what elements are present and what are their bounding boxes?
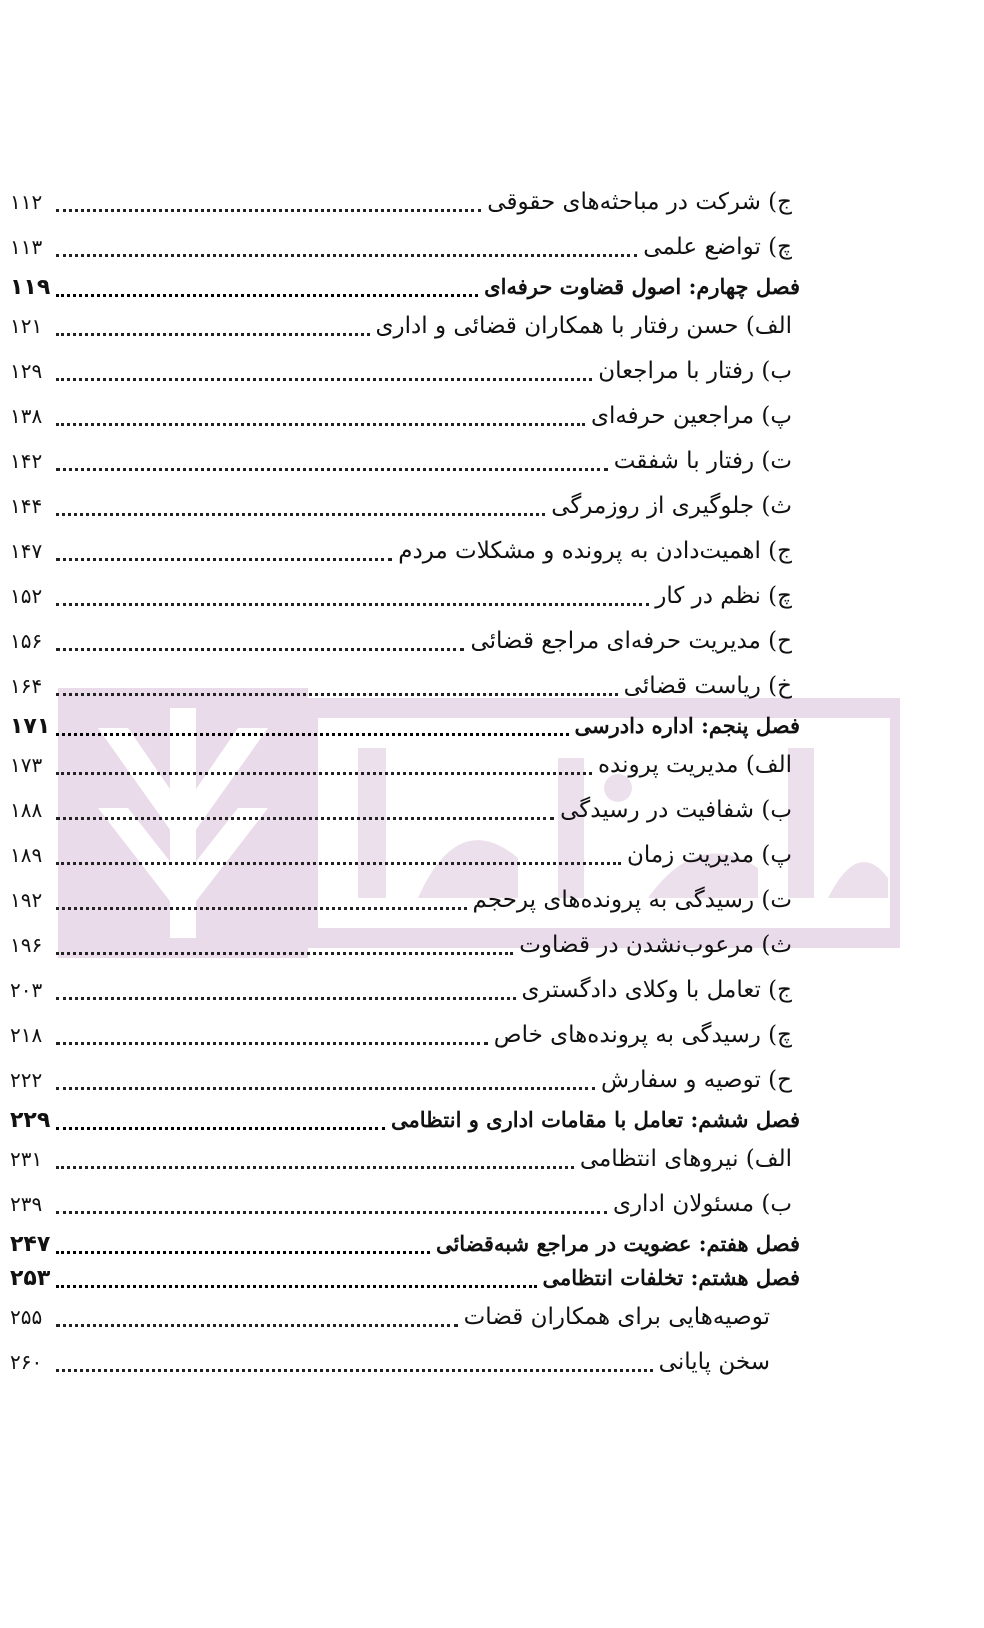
toc-entry-row bbox=[10, 878, 800, 923]
dot-leader bbox=[56, 1324, 458, 1327]
toc-chapter-row bbox=[10, 1103, 800, 1137]
entry-title: چ) نظم در کار bbox=[655, 583, 792, 609]
page-number: ۱۱۲ bbox=[10, 190, 43, 214]
dot-leader bbox=[56, 733, 568, 736]
toc-entry-row bbox=[10, 225, 800, 270]
dot-leader bbox=[56, 603, 649, 606]
dot-leader bbox=[56, 1127, 385, 1130]
toc-entry-row bbox=[10, 394, 800, 439]
page-number: ۱۵۲ bbox=[10, 584, 43, 608]
dot-leader bbox=[56, 333, 370, 336]
page-number: ۲۴۷ bbox=[10, 1232, 51, 1257]
toc-entry-row bbox=[10, 484, 800, 529]
entry-title: ج) تعامل با وکلای دادگستری bbox=[521, 977, 792, 1003]
toc-entry-row bbox=[10, 923, 800, 968]
toc-entry-row bbox=[10, 1340, 800, 1385]
entry-title: ت) رسیدگی به پرونده‌های پرحجم bbox=[472, 887, 792, 913]
toc-entry-row bbox=[10, 1137, 800, 1182]
toc-entry-row bbox=[10, 968, 800, 1013]
entry-title: ت) رفتار با شفقت bbox=[613, 448, 792, 474]
toc-entry-row bbox=[10, 574, 800, 619]
page-number: ۱۴۴ bbox=[10, 494, 43, 518]
page-number: ۱۴۷ bbox=[10, 539, 43, 563]
entry-title: پ) مدیریت زمان bbox=[626, 842, 792, 868]
dot-leader bbox=[56, 997, 516, 1000]
dot-leader bbox=[56, 558, 392, 561]
toc-chapter-row bbox=[10, 1261, 800, 1295]
dot-leader bbox=[56, 1042, 488, 1045]
page-number: ۲۵۳ bbox=[10, 1266, 51, 1291]
dot-leader bbox=[56, 378, 592, 381]
toc-entry-row bbox=[10, 304, 800, 349]
entry-title: ب) مسئولان اداری bbox=[612, 1191, 792, 1217]
chapter-title: فصل هشتم: تخلفات انتظامی bbox=[542, 1265, 800, 1290]
entry-title: الف) مدیریت پرونده bbox=[598, 752, 792, 778]
dot-leader bbox=[56, 772, 592, 775]
page-number: ۱۲۹ bbox=[10, 359, 43, 383]
toc-entry-row bbox=[10, 1182, 800, 1227]
page-number: ۱۶۴ bbox=[10, 674, 43, 698]
entry-title: ث) مرعوب‌نشدن در قضاوت bbox=[519, 932, 792, 958]
page-number: ۲۶۰ bbox=[10, 1350, 43, 1374]
page-number: ۱۹۲ bbox=[10, 888, 43, 912]
toc-entry-row bbox=[10, 743, 800, 788]
dot-leader bbox=[56, 294, 478, 297]
chapter-title: فصل پنجم: اداره دادرسی bbox=[574, 713, 800, 738]
page-number: ۲۱۸ bbox=[10, 1023, 43, 1047]
chapter-title: فصل هفتم: عضویت در مراجع شبه‌قضائی bbox=[435, 1231, 800, 1256]
entry-title: ح) توصیه و سفارش bbox=[600, 1067, 792, 1093]
page-number: ۱۲۱ bbox=[10, 314, 43, 338]
dot-leader bbox=[56, 952, 513, 955]
toc-chapter-row bbox=[10, 1227, 800, 1261]
dot-leader bbox=[56, 907, 467, 910]
toc-chapter-row bbox=[10, 270, 800, 304]
dot-leader bbox=[56, 513, 545, 516]
page-number: ۱۴۲ bbox=[10, 449, 43, 473]
page-number: ۱۸۹ bbox=[10, 843, 43, 867]
dot-leader bbox=[56, 254, 637, 257]
toc-entry-row bbox=[10, 349, 800, 394]
toc-entry-row bbox=[10, 180, 800, 225]
page-number: ۱۳۸ bbox=[10, 404, 43, 428]
entry-title: توصیه‌هایی برای همکاران قضات bbox=[463, 1304, 770, 1330]
page-number: ۱۷۳ bbox=[10, 753, 43, 777]
page-number: ۱۵۶ bbox=[10, 629, 43, 653]
page-number: ۲۳۹ bbox=[10, 1192, 43, 1216]
toc-entry-row bbox=[10, 1013, 800, 1058]
toc-entry-row bbox=[10, 619, 800, 664]
entry-title: ب) رفتار با مراجعان bbox=[598, 358, 792, 384]
page-number: ۲۳۱ bbox=[10, 1147, 43, 1171]
entry-title: چ) رسیدگی به پرونده‌های خاص bbox=[493, 1022, 792, 1048]
toc-entry-row bbox=[10, 439, 800, 484]
toc-entry-row bbox=[10, 664, 800, 709]
entry-title: ث) جلوگیری از روزمرگی bbox=[551, 493, 792, 519]
toc-entry-row bbox=[10, 529, 800, 574]
toc-entry-row bbox=[10, 1058, 800, 1103]
dot-leader bbox=[56, 817, 554, 820]
table-of-contents bbox=[10, 180, 800, 1385]
entry-title: ج) اهمیت‌دادن به پرونده و مشکلات مردم bbox=[398, 538, 792, 564]
dot-leader bbox=[56, 423, 585, 426]
page-number: ۱۸۸ bbox=[10, 798, 43, 822]
chapter-title: فصل چهارم: اصول قضاوت حرفه‌ای bbox=[484, 274, 800, 299]
chapter-title: فصل ششم: تعامل با مقامات اداری و انتظامی bbox=[391, 1107, 800, 1132]
entry-title: پ) مراجعین حرفه‌ای bbox=[590, 403, 792, 429]
entry-title: ب) شفافیت در رسیدگی bbox=[560, 797, 792, 823]
entry-title: سخن پایانی bbox=[658, 1349, 770, 1375]
entry-title: ح) مدیریت حرفه‌ای مراجع قضائی bbox=[470, 628, 792, 654]
page-number: ۱۱۳ bbox=[10, 235, 43, 259]
entry-title: الف) حسن رفتار با همکاران قضائی و اداری bbox=[375, 313, 792, 339]
page-number: ۲۰۳ bbox=[10, 978, 43, 1002]
dot-leader bbox=[56, 862, 621, 865]
dot-leader bbox=[56, 1087, 595, 1090]
dot-leader bbox=[56, 1211, 607, 1214]
dot-leader bbox=[56, 1251, 430, 1254]
dot-leader bbox=[56, 209, 481, 212]
page-number: ۱۱۹ bbox=[10, 275, 51, 300]
toc-chapter-row bbox=[10, 709, 800, 743]
dot-leader bbox=[56, 1285, 536, 1288]
page-number: ۲۲۹ bbox=[10, 1108, 51, 1133]
dot-leader bbox=[56, 648, 464, 651]
dot-leader bbox=[56, 1166, 574, 1169]
entry-title: خ) ریاست قضائی bbox=[623, 673, 792, 699]
page-number: ۲۲۲ bbox=[10, 1068, 43, 1092]
toc-entry-row bbox=[10, 1295, 800, 1340]
dot-leader bbox=[56, 693, 618, 696]
dot-leader bbox=[56, 1369, 653, 1372]
entry-title: الف) نیروهای انتظامی bbox=[579, 1146, 792, 1172]
page-number: ۱۷۱ bbox=[10, 714, 51, 739]
entry-title: ج) شرکت در مباحثه‌های حقوقی bbox=[487, 189, 792, 215]
toc-entry-row bbox=[10, 788, 800, 833]
toc-entry-row bbox=[10, 833, 800, 878]
dot-leader bbox=[56, 468, 608, 471]
page-number: ۲۵۵ bbox=[10, 1305, 43, 1329]
entry-title: چ) تواضع علمی bbox=[643, 234, 792, 260]
page-number: ۱۹۶ bbox=[10, 933, 43, 957]
